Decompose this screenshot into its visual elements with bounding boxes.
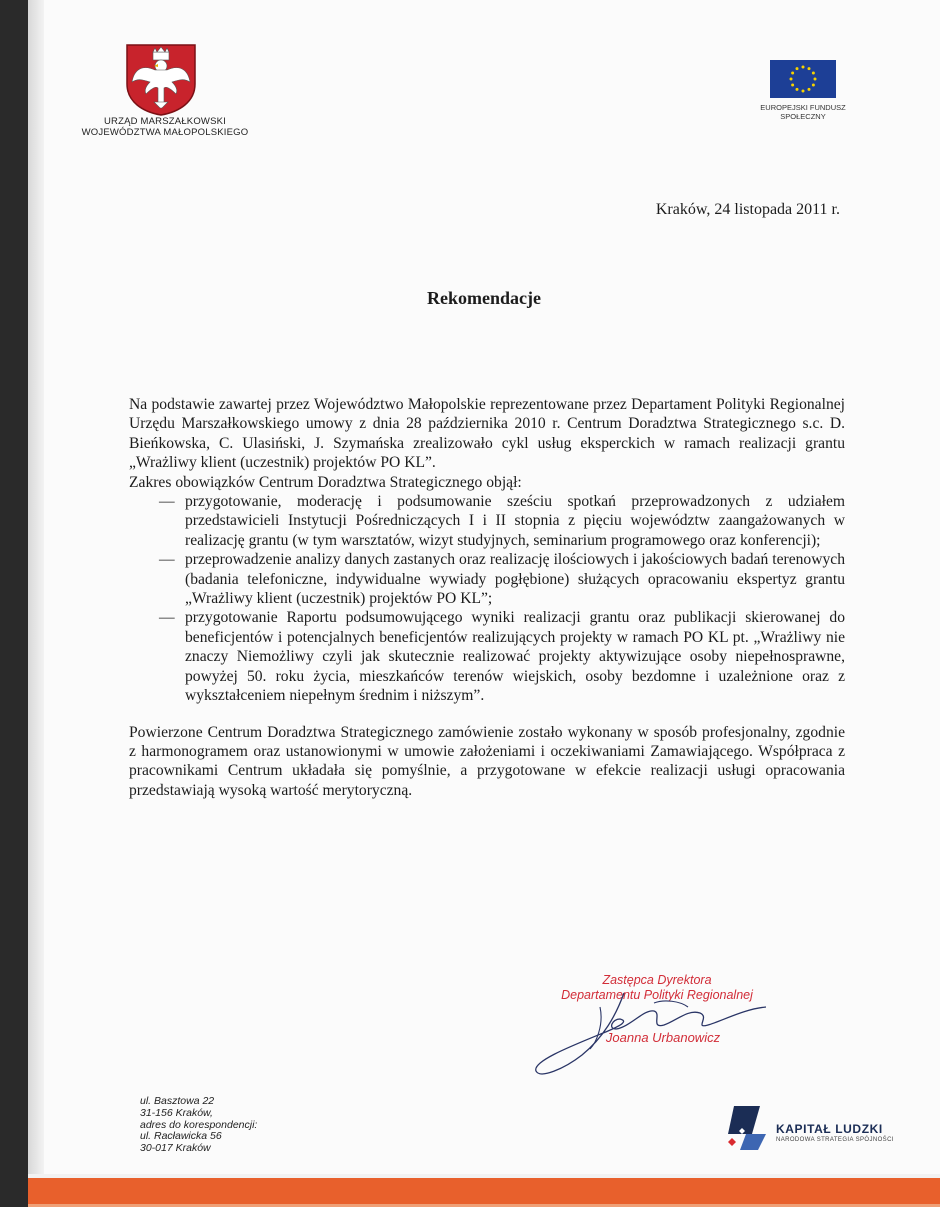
dash-bullet: — xyxy=(159,609,175,627)
list-item xyxy=(129,608,845,705)
eu-star xyxy=(796,67,799,70)
issuing-office-name xyxy=(52,116,278,138)
kapital-ludzki-name: KAPITAŁ LUDZKI xyxy=(776,1122,883,1136)
signatory-position-line-1: Zastępca Dyrektora xyxy=(602,973,712,987)
eu-star xyxy=(796,88,799,91)
eu-star xyxy=(812,84,815,87)
list-item-text: przygotowanie, moderację i podsumowanie sześciu spotkań przeprowadzonych z udziałem przedstawicieli Instytucji Pośredniczących I i II stopnia z pięciu województw zaangażowanych w realizację grantu (w tym warsztatów, wizyt studyjnych, seminarium programowego oraz konferencji); xyxy=(185,493,845,549)
address-line: adres do korespondencji: xyxy=(140,1118,258,1131)
intro-paragraph: Na podstawie zawartej przez Województwo Małopolskie reprezentowane przez Departament Polityki Regionalnej Urzędu Marszałkowskiego umowy z dnia 28 października 2010 r. Centrum Doradztwa Strategicznego s.c. D. Bieńkowska, C. Ulasiński, J. Szymańska zrealizowało cykl usług eksperckich w ramach realizacji grantu „Wrażliwy klient (uczestnik) projektów PO KL”. xyxy=(129,396,845,472)
white-eagle-crest-icon xyxy=(124,42,198,116)
letter-body xyxy=(129,395,845,800)
address-line: 31-156 Kraków, xyxy=(140,1106,213,1119)
address-line: ul. Racławicka 56 xyxy=(140,1130,222,1143)
list-item-text: przeprowadzenie analizy danych zastanych oraz realizację ilościowych i jakościowych badań terenowych (badania telefoniczne, indywidualne wywiady pogłębione) służących opracowaniu ekspertyz grantu „Wrażliwy klient (uczestnik) projektów PO KL”; xyxy=(185,551,845,608)
duties-list xyxy=(129,492,845,705)
eu-star xyxy=(791,84,794,87)
letter-page xyxy=(28,0,940,1207)
footer-orange-bar xyxy=(28,1174,940,1207)
office-line-2: WOJEWÓDZTWA MAŁOPOLSKIEGO xyxy=(81,127,249,138)
scan-edge-shadow xyxy=(28,0,44,1207)
list-item-text: przygotowanie Raportu podsumowującego wyniki realizacji grantu oraz publikacji skierowanej do beneficjentów i potencjalnych beneficjentów realizujących projekty w ramach PO KL pt. „Wrażliwy nie znaczy Niemożliwy czyli jak skutecznie realizować projekty aktywizujące osoby niepełnosprawne, powyżej 50. roku życia, mieszkańców terenów wiejskich, osoby bezdomne i uzależnione oraz z wykształceniem niepełnym średnim i niższym”. xyxy=(185,609,845,705)
eu-star xyxy=(808,67,811,70)
kapital-ludzki-logo-icon xyxy=(726,1104,772,1152)
eu-star xyxy=(802,66,805,69)
eu-star xyxy=(814,78,817,81)
scope-heading: Zakres obowiązków Centrum Doradztwa Strategicznego objął: xyxy=(129,473,522,491)
eu-star xyxy=(802,90,805,93)
dash-bullet: — xyxy=(159,493,175,511)
letter-title: Rekomendacje xyxy=(427,288,541,308)
eu-star xyxy=(812,72,815,75)
letter-date: Kraków, 24 listopada 2011 r. xyxy=(655,201,840,218)
list-item xyxy=(129,550,845,608)
eu-flag-icon xyxy=(770,60,836,98)
dash-bullet: — xyxy=(159,551,175,569)
eu-star xyxy=(808,88,811,91)
eu-line-1: EUROPEJSKI FUNDUSZ xyxy=(760,103,846,112)
address-line: ul. Basztowa 22 xyxy=(140,1095,215,1107)
list-item xyxy=(129,492,845,550)
address-line: 30-017 Kraków xyxy=(140,1142,211,1155)
eu-line-2: SPOŁECZNY xyxy=(780,112,826,121)
eu-star xyxy=(790,78,793,81)
office-line-1: URZĄD MARSZAŁKOWSKI xyxy=(103,116,227,127)
office-address xyxy=(140,1096,320,1155)
closing-paragraph: Powierzone Centrum Doradztwa Strategicznego zamówienie zostało wykonany w sposób profesjonalny, zgodnie z harmonogramem oraz ustanowionymi w umowie założeniami i oczekiwaniami Zamawiającego. Współpraca z pracownikami Centrum układała się pomyślnie, a przygotowane w efekcie realizacji usługi opracowania przedstawiają wysoką wartość merytoryczną. xyxy=(129,723,845,799)
signatory-position-line-2: Departamentu Polityki Regionalnej xyxy=(561,988,753,1002)
eu-star xyxy=(791,72,794,75)
eu-fund-label xyxy=(740,103,866,121)
signatory-name: Joanna Urbanowicz xyxy=(605,1030,721,1045)
kapital-ludzki-subtitle: NARODOWA STRATEGIA SPÓJNOŚCI xyxy=(776,1137,894,1143)
